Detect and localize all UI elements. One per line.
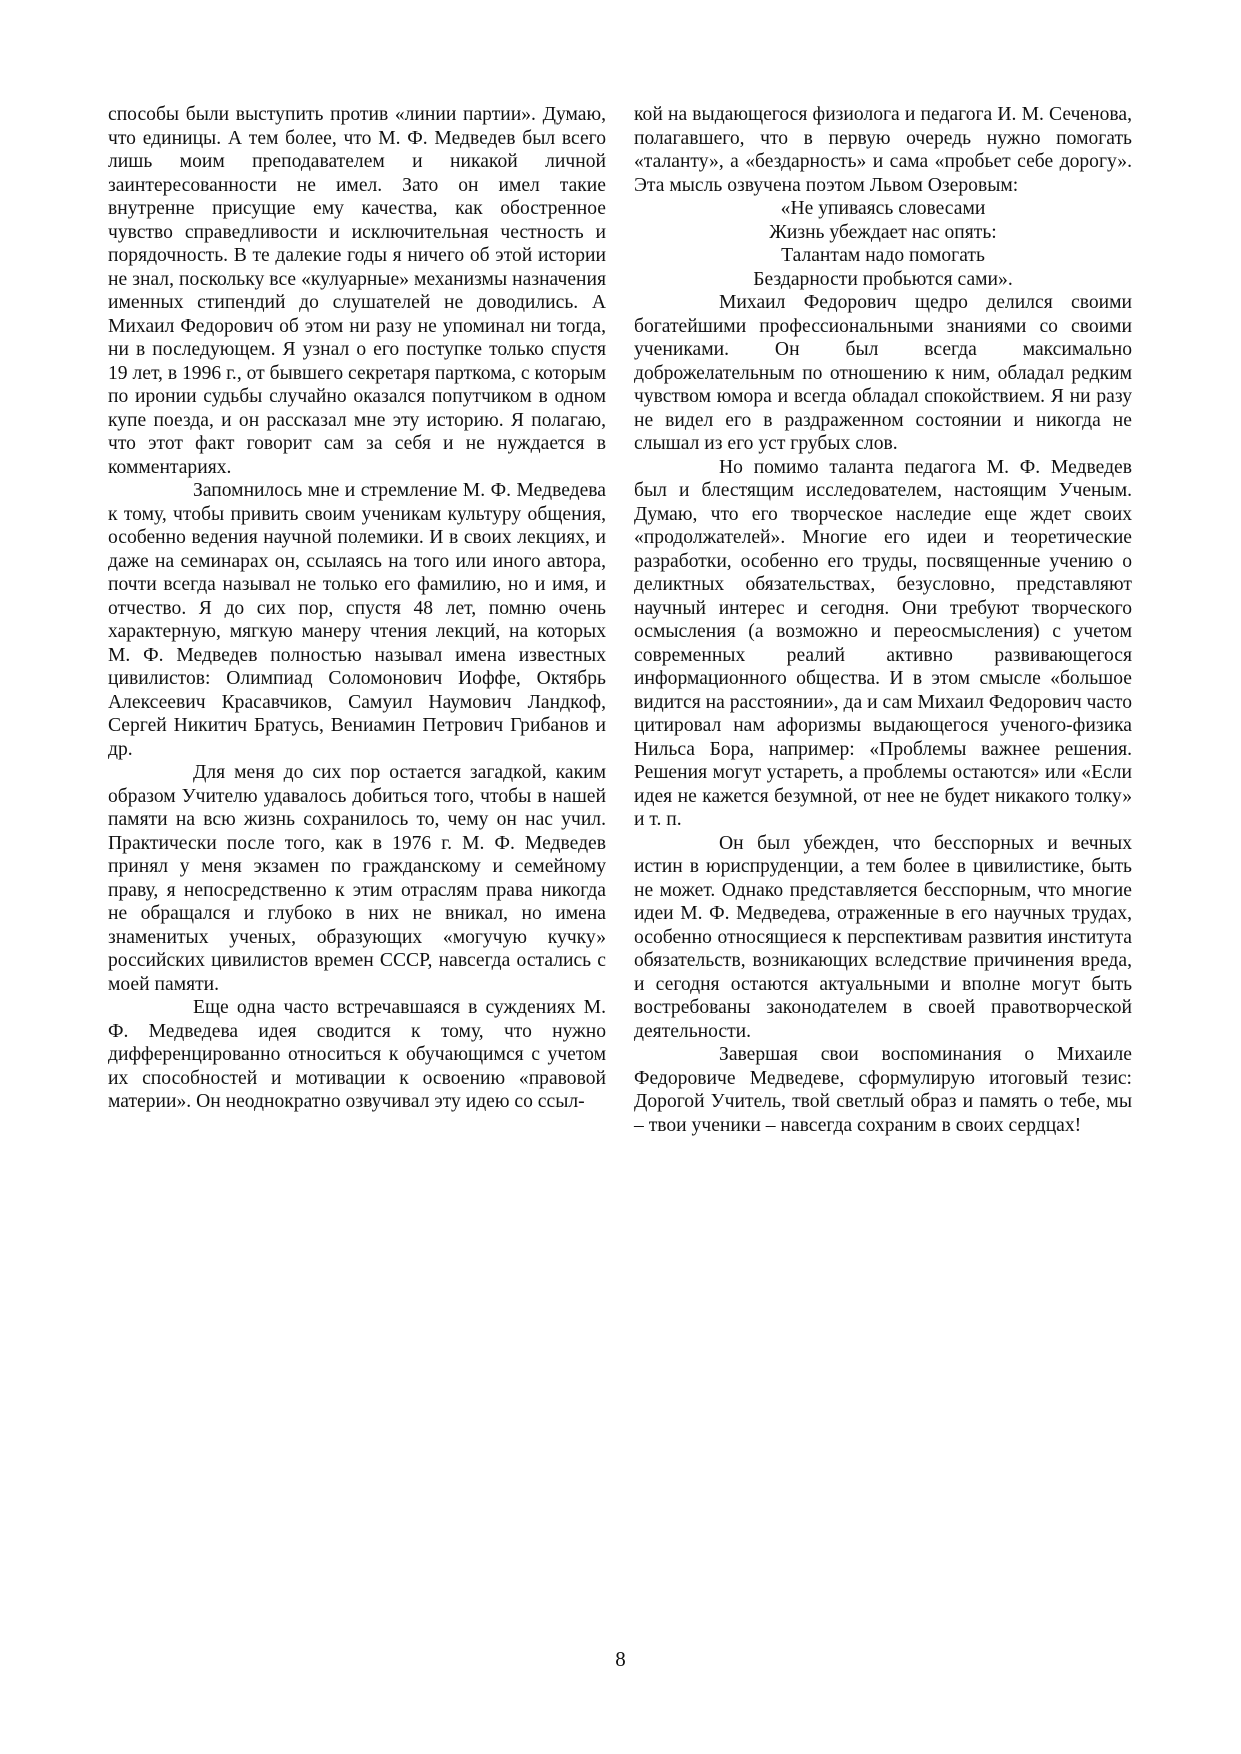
verse-quote [634,197,1132,291]
paragraph-researcher: Но помимо таланта педагога М. Ф. Медведев был и блестящим исследователем, настоящим Ученым. Думаю, что его творческое наследие еще ждет своих «продолжателей». Многие его идеи и теоретические разработки, особенно его труды, посвященные учению о деликтных обязательствах, безусловно, представляют научный интерес и сегодня. Они требуют творческого осмысления (а возможно и переосмысления) с учетом современных реалий активно развивающегося информационного общества. И в этом смысле «большое видится на расстоянии», да и сам Михаил Федорович часто цитировал нам афоризмы выдающегося ученого-физика Нильса Бора, например: «Проблемы важнее решения. Решения могут устареть, а проблемы остаются» или «Если идея не кажется безумной, от нее не будет никакого толку» и т. п. [634,456,1132,830]
paragraph-sechenov-reference: кой на выдающегося физиолога и педагога И. М. Сеченова, полагавшего, что в первую очередь нужно помогать «таланту», а «бездарность» и сама «пробьет себе дорогу». Эта мысль озвучена поэтом Львом Озеровым: [634,104,1132,196]
paragraph-conviction: Он был убежден, что бесспорных и вечных истин в юриспруденции, а тем более в цивилистике, быть не может. Однако представляется бесспорным, что многие идеи М. Ф. Медведева, отраженные в его научных трудах, особенно относящиеся к перспективам развития института обязательств, возникающих вследствие причинения вреда, и сегодня остаются актуальными и вполне могут быть востребованы законодателем в своей правотворческой деятельности. [634,832,1132,1042]
paragraph-generosity: Михаил Федорович щедро делился своими богатейшими профессиональными знаниями со своими учениками. Он был всегда максимально доброжелательным по отношению к ним, обладал редким чувством юмора и всегда обладал спокойствием. Я ни разу не видел его в раздраженном состоянии и никогда не слышал из его уст грубых слов. [634,292,1132,454]
paragraph-conclusion: Завершая свои воспоминания о Михаиле Федоровиче Медведеве, сформулирую итоговый тезис: Дорогой Учитель, твой светлый образ и память о тебе, мы – твои ученики – навсегда сохраним в своих сердцах! [634,1044,1132,1136]
paragraph-communication-culture: Запомнилось мне и стремление М. Ф. Медведева к тому, чтобы привить своим ученикам культуру общения, особенно ведения научной полемики. И в своих лекциях, и даже на семинарах он, ссылаясь на того или иного автора, почти всегда называл не только его фамилию, но и имя, и отчество. Я до сих пор, спустя 48 лет, помню очень характерную, мягкую манеру чтения лекций, на которых М. Ф. Медведев полностью называл имена известных цивилистов: Олимпиад Соломонович Иоффе, Октябрь Алексеевич Красавчиков, Самуил Наумович Ландкоф, Сергей Никитич Братусь, Вениамин Петрович Грибанов и др. [108,480,606,760]
paragraph-continuation: способы были выступить против «линии партии». Думаю, что единицы. А тем более, что М. Ф. Медведев был всего лишь моим преподавателем и никакой личной заинтересованности не имел. Зато он имел такие внутренне присущие ему качества, как обостренное чувство справедливости и исключительная честность и порядочность. В те далекие годы я ничего об этой истории не знал, поскольку все «кулуарные» механизмы назначения именных стипендий до слушателей не доводились. А Михаил Федорович об этом ни разу не упоминал ни тогда, ни в последующем. Я узнал о его поступке только спустя 19 лет, в 1996 г., от бывшего секретаря парткома, с которым по иронии судьбы случайно оказался попутчиком в одном купе поезда, и он рассказал мне эту историю. Я полагаю, что этот факт говорит сам за себя и не нуждается в комментариях. [108,104,606,478]
verse-line: «Не упиваясь словесами [780,198,986,219]
verse-line: Бездарности пробьются сами». [753,268,1013,290]
page-number: 8 [615,1647,626,1671]
verse-line: Жизнь убеждает нас опять: [769,221,997,243]
paragraph-teacher-memory: Для меня до сих пор остается загадкой, каким образом Учителю удавалось добиться того, чтобы в нашей памяти на всю жизнь сохранилось то, чему он нас учил. Практически после того, как в 1976 г. М. Ф. Медведев принял у меня экзамен по гражданскому и семейному праву, я непосредственно к этим отраслям права никогда не обращался и глубоко в них не вникал, но имена знаменитых ученых, образующих «могучую кучку» российских цивилистов времен СССР, навсегда остались с моей памяти. [108,762,606,995]
left-column [108,103,606,1114]
paragraph-differentiated-approach: Еще одна часто встречавшаяся в суждениях М. Ф. Медведева идея сводится к тому, что нужно дифференцированно относиться к обучающимся с учетом их способностей и мотивации к освоению «правовой материи». Он неоднократно озвучивал эту идею со ссыл- [108,997,606,1112]
right-column [634,103,1132,1137]
verse-line: Талантам надо помогать [781,245,985,266]
